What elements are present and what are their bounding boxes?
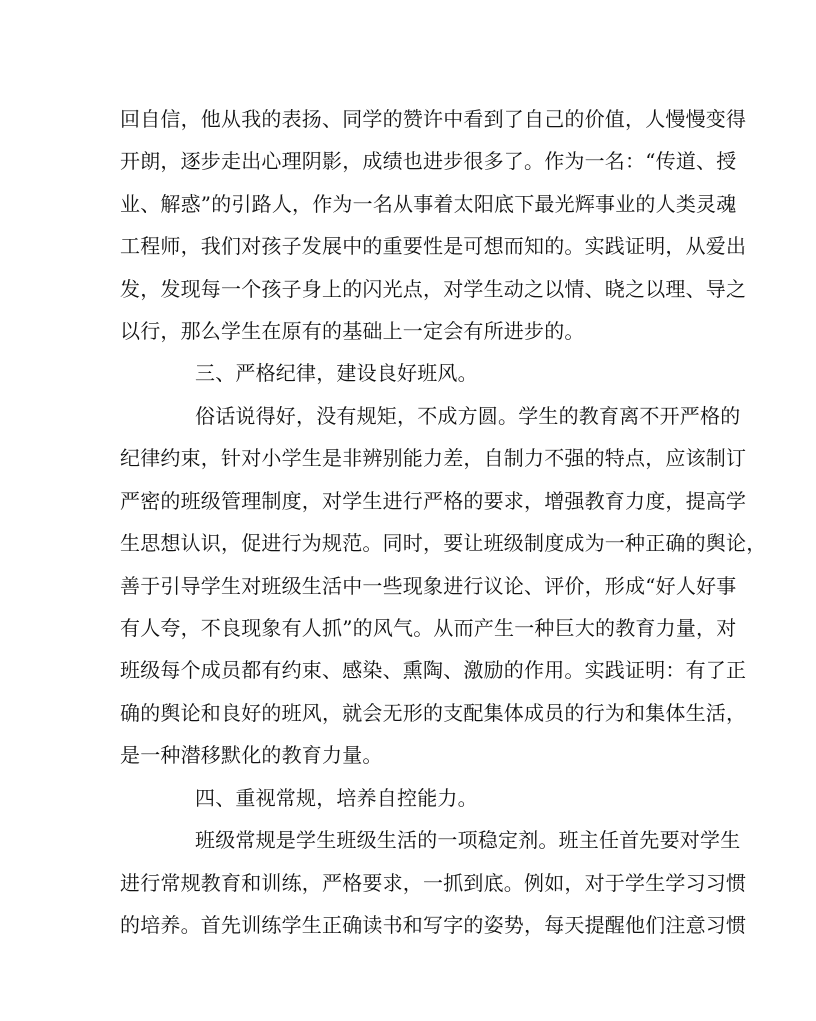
text-line-4: 工程师，我们对孩子发展中的重要性是可想而知的。实践证明，从爱出 [120, 234, 747, 258]
text-line-2: 开朗，逐步走出心理阴影，成绩也进步很多了。作为一名：“传道、授 [120, 149, 737, 173]
text-line-1: 回自信，他从我的表扬、同学的赞许中看到了自己的价值，人慢慢变得 [120, 107, 747, 131]
section-heading-4: 四、重视常规，培养自控能力。 [195, 786, 478, 810]
text-line-11: 生思想认识，促进行为规范。同时，要让班级制度成为一种正确的舆论， [120, 531, 767, 555]
section-heading-3: 三、严格纪律，建设良好班风。 [195, 361, 478, 385]
text-line-20: 的培养。首先训练学生正确读书和写字的姿势，每天提醒他们注意习惯 [120, 913, 747, 937]
text-line-15: 确的舆论和良好的班风，就会无形的支配集体成员的行为和集体生活， [120, 701, 747, 725]
text-line-10: 严密的班级管理制度，对学生进行严格的要求，增强教育力度，提高学 [120, 489, 747, 513]
text-line-19: 进行常规教育和训练，严格要求，一抓到底。例如，对于学生学习习惯 [120, 871, 747, 895]
paragraph-start-line-2: 班级常规是学生班级生活的一项稳定剂。班主任首先要对学生 [195, 828, 741, 852]
text-line-12: 善于引导学生对班级生活中一些现象进行议论、评价，形成“好人好事 [120, 574, 737, 598]
text-line-14: 班级每个成员都有约束、感染、熏陶、激励的作用。实践证明：有了正 [120, 658, 747, 682]
text-line-16: 是一种潜移默化的教育力量。 [120, 743, 383, 767]
text-line-3: 业、解惑”的引路人，作为一名从事着太阳底下最光辉事业的人类灵魂 [120, 192, 737, 216]
text-line-13: 有人夸，不良现象有人抓”的风气。从而产生一种巨大的教育力量，对 [120, 616, 737, 640]
paragraph-start-line: 俗话说得好，没有规矩，不成方圆。学生的教育离不开严格的 [195, 404, 741, 428]
text-line-9: 纪律约束，针对小学生是非辨别能力差，自制力不强的特点，应该制订 [120, 446, 747, 470]
text-line-6: 以行，那么学生在原有的基础上一定会有所进步的。 [120, 319, 585, 343]
text-line-5: 发，发现每一个孩子身上的闪光点，对学生动之以情、晓之以理、导之 [120, 277, 747, 301]
